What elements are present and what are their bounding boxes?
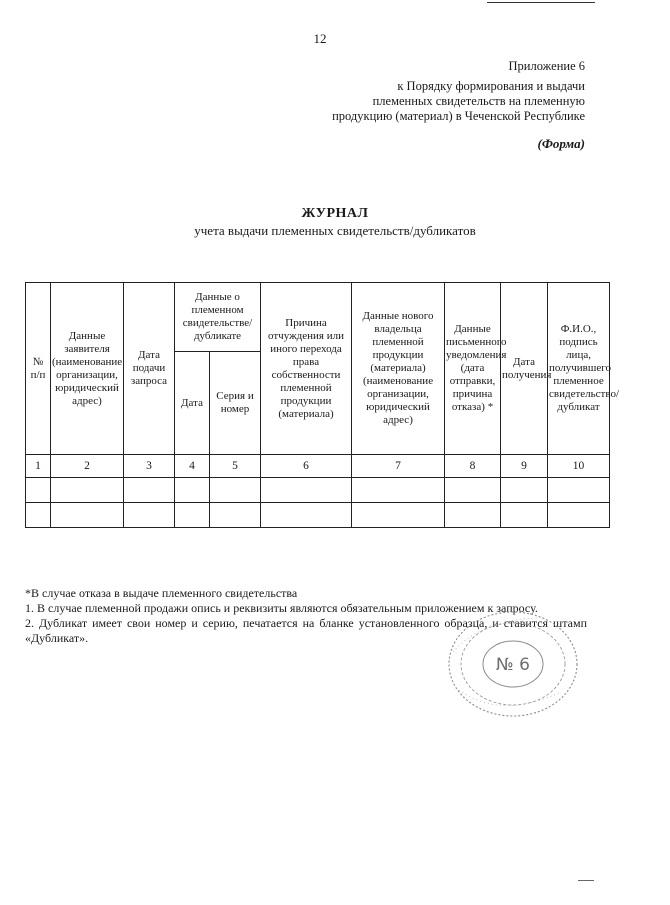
column-number: 10 <box>548 455 610 478</box>
journal-table <box>25 282 620 528</box>
form-label: (Форма) <box>537 136 585 151</box>
document-subtitle: учета выдачи племенных свидетельств/дубликатов <box>194 223 476 238</box>
table-cell[interactable] <box>548 503 610 528</box>
header-cert-date: Дата <box>175 352 210 455</box>
header-reason: Причина отчуждения или иного перехода права собственности племенной продукции (материала) <box>261 283 352 455</box>
column-number-row <box>26 455 610 478</box>
column-number: 8 <box>445 455 501 478</box>
table-cell[interactable] <box>51 503 124 528</box>
table-cell[interactable] <box>26 503 51 528</box>
table-cell[interactable] <box>26 478 51 503</box>
header-new-owner: Данные нового владельца племенной продукции (материала) (наименование организации, юридический адрес) <box>352 283 445 455</box>
table-cell[interactable] <box>261 503 352 528</box>
column-number: 4 <box>175 455 210 478</box>
table-cell[interactable] <box>501 503 548 528</box>
table-cell[interactable] <box>548 478 610 503</box>
table-cell[interactable] <box>261 478 352 503</box>
column-number: 5 <box>210 455 261 478</box>
header-notice: Данные письменного уведомления (дата отправки, причина отказа) * <box>445 283 501 455</box>
stamp-seal <box>441 612 581 724</box>
column-number: 1 <box>26 455 51 478</box>
column-number: 2 <box>51 455 124 478</box>
appendix-block <box>332 59 585 124</box>
table-cell[interactable] <box>124 478 175 503</box>
column-number: 9 <box>501 455 548 478</box>
table-cell[interactable] <box>210 478 261 503</box>
appendix-line-2: племенных свидетельств на племенную <box>372 94 585 108</box>
top-rule <box>487 2 595 3</box>
document-title: ЖУРНАЛ <box>301 206 369 221</box>
table-row-empty <box>26 478 610 503</box>
stamp-number: № 6 <box>496 655 530 675</box>
table-cell[interactable] <box>175 478 210 503</box>
table-cell[interactable] <box>445 503 501 528</box>
header-certificate-group: Данные о племенном свидетельстве/ дубликате <box>175 283 261 352</box>
note-1: 1. В случае племенной продажи опись и реквизиты являются обязательным приложением к запросу. <box>25 601 538 615</box>
appendix-line-1: к Порядку формирования и выдачи <box>397 79 585 93</box>
header-cert-series: Серия и номер <box>210 352 261 455</box>
appendix-line-3: продукцию (материал) в Чеченской Республике <box>332 109 585 123</box>
table-cell[interactable] <box>352 478 445 503</box>
table-cell[interactable] <box>175 503 210 528</box>
table-cell[interactable] <box>124 503 175 528</box>
column-number: 7 <box>352 455 445 478</box>
header-request-date: Дата подачи запроса <box>124 283 175 455</box>
header-applicant: Данные заявителя (наименование организации, юридический адрес) <box>51 283 124 455</box>
header-recipient: Ф.И.О., подпись лица, получившего племенное свидетельство/дубликат <box>548 283 610 455</box>
corner-mark <box>578 880 594 881</box>
table-cell[interactable] <box>501 478 548 503</box>
footnote: *В случае отказа в выдаче племенного свидетельства <box>25 586 298 600</box>
table-cell[interactable] <box>352 503 445 528</box>
appendix-title: Приложение 6 <box>508 59 585 73</box>
column-number: 3 <box>124 455 175 478</box>
table-row-empty <box>26 503 610 528</box>
table-cell[interactable] <box>51 478 124 503</box>
table-cell[interactable] <box>210 503 261 528</box>
header-receipt-date: Дата получения <box>501 283 548 455</box>
column-number: 6 <box>261 455 352 478</box>
page-number: 12 <box>313 31 327 46</box>
note-2: 2. Дубликат имеет свои номер и серию, печатается на бланке установленного образца, и ставится штамп «Дубликат». <box>25 616 587 645</box>
table-cell[interactable] <box>445 478 501 503</box>
header-num: № п/п <box>26 283 51 455</box>
